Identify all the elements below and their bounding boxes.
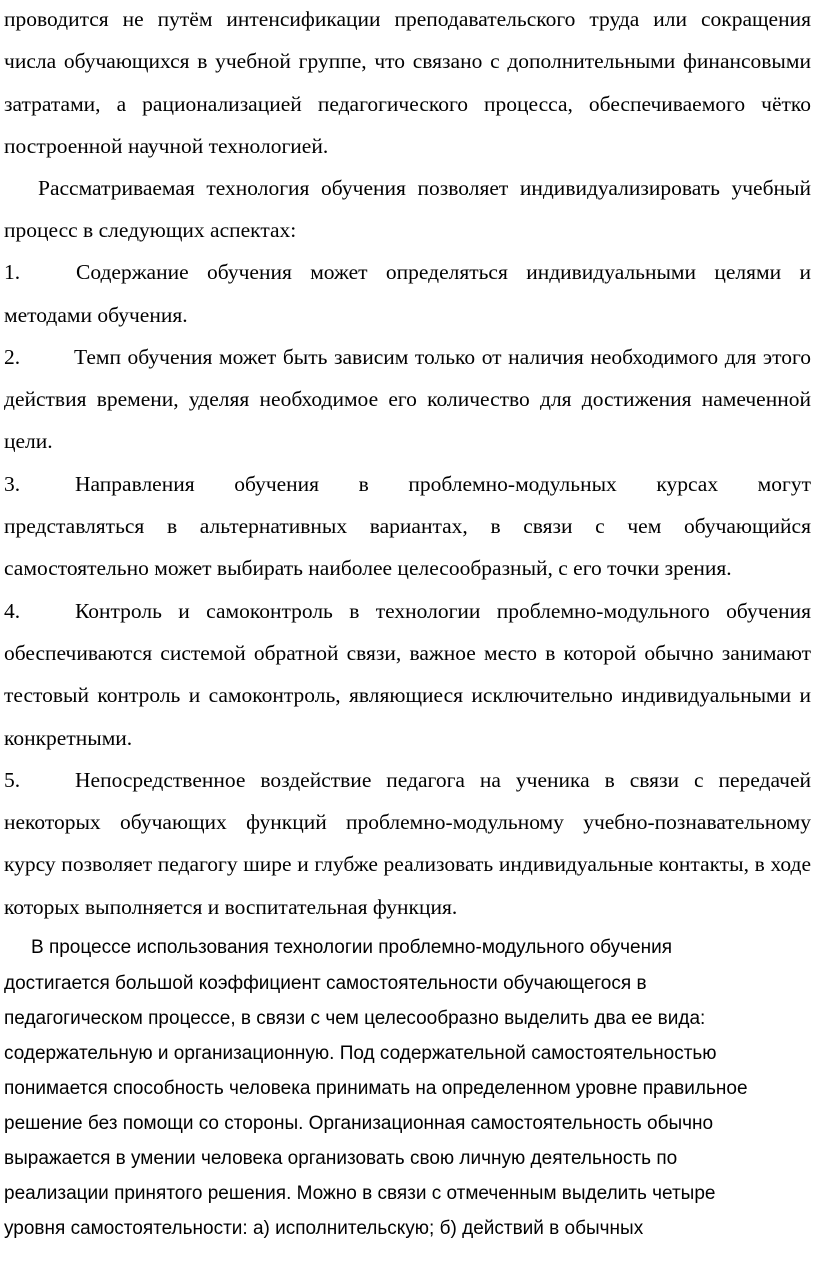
text-line: затратами, а рационализацией педагогического процесса, обеспечиваемого чётко <box>4 92 811 116</box>
list-item-text: методами обучения. <box>4 303 188 327</box>
list-item-text: курсу позволяет педагогу шире и глубже реализовать индивидуальные контакты, в ходе <box>4 852 811 876</box>
text-line: уровня самостоятельности: а) исполнительскую; б) действий в обычных <box>4 1218 644 1239</box>
list-item-text: Направления обучения в проблемно-модульных курсах могут <box>75 472 811 496</box>
list-item-number: 2. <box>4 345 21 369</box>
list-item-text: Непосредственное воздействие педагога на ученика в связи с передачей <box>75 768 811 792</box>
list-item-text: Содержание обучения может определяться индивидуальными целями и <box>76 260 811 284</box>
list-item-number: 1. <box>4 260 21 284</box>
text-line: числа обучающихся в учебной группе, что связано с дополнительными финансовыми <box>4 49 811 73</box>
text-line: реализации принятого решения. Можно в связи с отмеченным выделить четыре <box>4 1183 716 1204</box>
list-item-number: 5. <box>4 768 21 792</box>
text-line: понимается способность человека принимать на определенном уровне правильное <box>4 1078 748 1099</box>
text-line: построенной научной технологией. <box>4 134 329 158</box>
list-item-text: представляться в альтернативных вариантах, в связи с чем обучающийся <box>4 514 811 538</box>
text-line: Рассматриваемая технология обучения позволяет индивидуализировать учебный <box>38 176 811 200</box>
text-line: педагогическом процессе, в связи с чем целесообразно выделить два ее вида: <box>4 1008 706 1029</box>
text-line: содержательную и организационную. Под содержательной самостоятельностью <box>4 1043 717 1064</box>
list-item-text: Темп обучения может быть зависим только от наличия необходимого для этого <box>74 345 811 369</box>
list-item-text: цели. <box>4 429 53 453</box>
list-item-text: действия времени, уделяя необходимое его количество для достижения намеченной <box>4 387 811 411</box>
list-item-text: некоторых обучающих функций проблемно-модульному учебно-познавательному <box>4 810 811 834</box>
text-line: В процессе использования технологии проблемно-модульного обучения <box>31 937 672 958</box>
text-line: достигается большой коэффициент самостоятельности обучающегося в <box>4 973 647 994</box>
list-item-text: Контроль и самоконтроль в технологии проблемно-модульного обучения <box>75 599 811 623</box>
list-item-text: тестовый контроль и самоконтроль, являющиеся исключительно индивидуальными и <box>4 683 811 707</box>
text-line: выражается в умении человека организовать свою личную деятельность по <box>4 1148 678 1169</box>
list-item-text: конкретными. <box>4 726 133 750</box>
list-item-text: которых выполняется и воспитательная функция. <box>4 895 458 919</box>
text-line: решение без помощи со стороны. Организационная самостоятельность обычно <box>4 1113 714 1134</box>
list-item-text: самостоятельно может выбирать наиболее целесообразный, с его точки зрения. <box>4 556 732 580</box>
text-line: проводится не путём интенсификации преподавательского труда или сокращения <box>4 7 811 31</box>
list-item-number: 4. <box>4 599 21 623</box>
text-line: процесс в следующих аспектах: <box>4 218 297 242</box>
list-item-number: 3. <box>4 472 21 496</box>
list-item-text: обеспечиваются системой обратной связи, важное место в которой обычно занимают <box>4 641 811 665</box>
